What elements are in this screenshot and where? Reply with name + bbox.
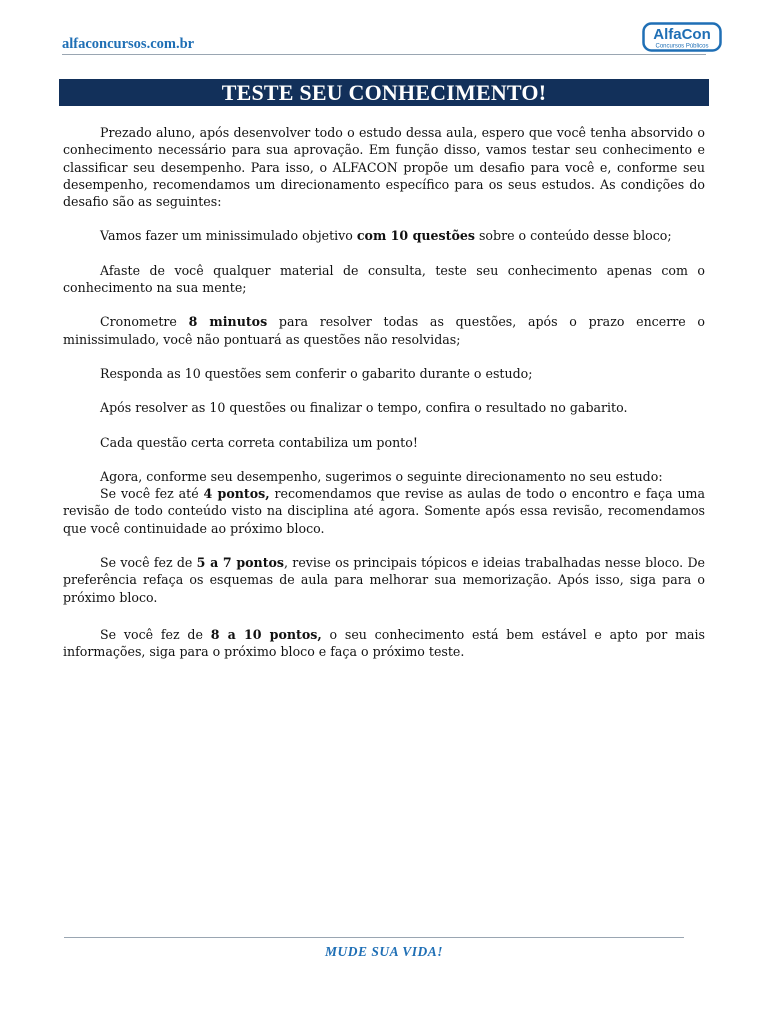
logo-main-text: AlfaCon <box>653 26 711 43</box>
score-high-paragraph: Se você fez de 8 a 10 pontos, o seu conhecimento está bem estável e apto por mais informações, siga para o próximo bloco e faça o próximo teste. <box>63 626 706 660</box>
document-body <box>63 124 705 661</box>
title-banner <box>59 79 709 106</box>
footer-divider <box>64 937 684 938</box>
site-url-link[interactable]: alfaconcursos.com.br <box>62 36 195 52</box>
logo-sub-text: Concursos Públicos <box>655 43 709 50</box>
rule-check-paragraph: Após resolver as 10 questões ou finalizar o tempo, confira o resultado no gabarito. <box>100 400 628 416</box>
rule-timer-paragraph: Cronometre 8 minutos para resolver todas as questões, após o prazo encerre o minissimulado, você não pontuará as questões não resolvidas; <box>63 314 705 347</box>
alfacon-logo <box>642 22 722 52</box>
header-divider <box>62 54 706 55</box>
page-title: TESTE SEU CONHECIMENTO! <box>221 79 547 105</box>
intro-paragraph: Prezado aluno, após desenvolver todo o estudo dessa aula, espero que você tenha absorvido o conhecimento necessário para sua aprovação. Em função disso, vamos testar seu conhecimento e classificar seu desempenho. Para isso, o ALFACON propõe um desafio para você e, conforme seu desempenho, recomendamos um direcionamento específico para os seus estudos. As condições do desafio são as seguintes: <box>63 125 705 210</box>
footer-slogan: MUDE SUA VIDA! <box>324 944 444 959</box>
rule-score-paragraph: Cada questão certa correta contabiliza um ponto! <box>100 434 418 450</box>
page-header <box>62 22 711 54</box>
rule-simulado-paragraph: Vamos fazer um minissimulado objetivo com 10 questões sobre o conteúdo desse bloco; <box>100 228 672 244</box>
rule-material-paragraph: Afaste de você qualquer material de consulta, teste seu conhecimento apenas com o conhecimento na sua mente; <box>63 262 705 296</box>
rule-answer-paragraph: Responda as 10 questões sem conferir o gabarito durante o estudo; <box>100 365 533 381</box>
score-low-paragraph: Se você fez até 4 pontos, recomendamos que revise as aulas de todo o encontro e faça uma revisão de todo conteúdo visto na disciplina até agora. Somente após essa revisão, recomendamos que você continuidade ao próximo bloco. <box>63 486 706 536</box>
direction-intro-paragraph: Agora, conforme seu desempenho, sugerimos o seguinte direcionamento no seu estudo: <box>100 468 663 484</box>
score-mid-paragraph: Se você fez de 5 a 7 pontos, revise os principais tópicos e ideias trabalhadas nesse bloco. De preferência refaça os esquemas de aula para melhorar sua memorização. Após isso, siga para o próximo bloco. <box>63 555 705 605</box>
